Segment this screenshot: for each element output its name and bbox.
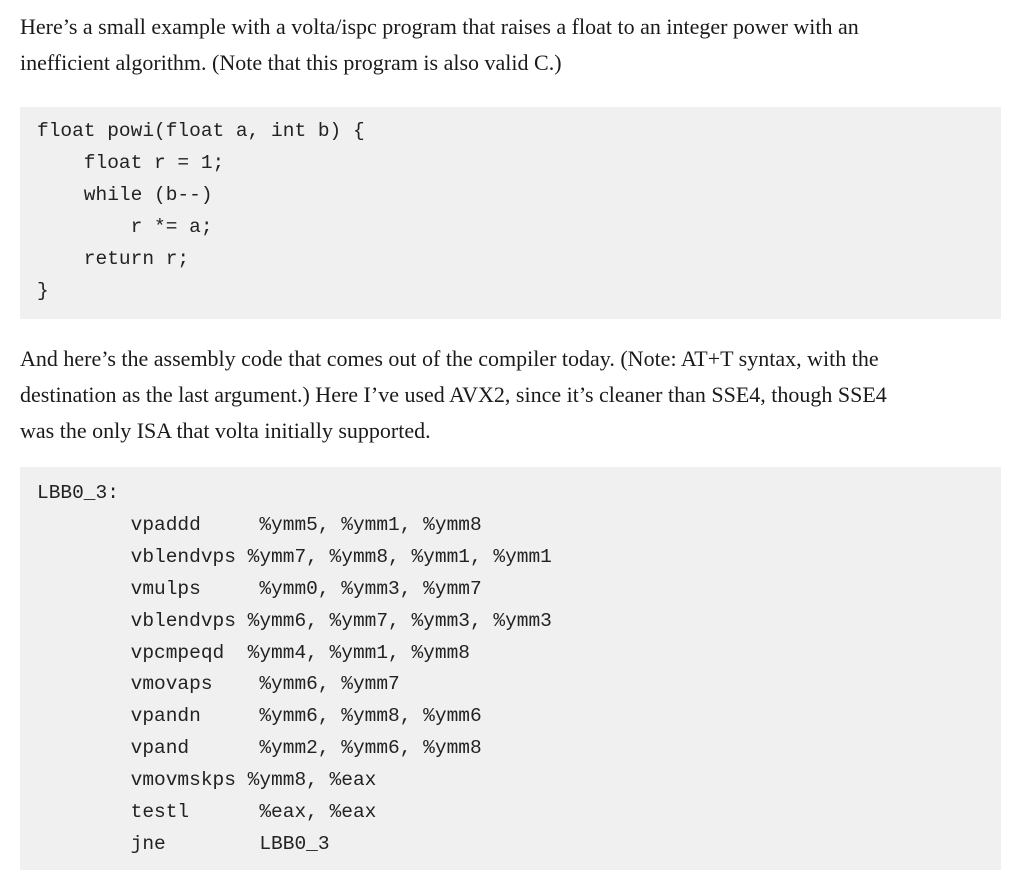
code-line: float powi(float a, int b) { — [37, 120, 365, 142]
asm-line: vpand %ymm2, %ymm6, %ymm8 — [37, 737, 482, 760]
asm-line: vpcmpeqd %ymm4, %ymm1, %ymm8 — [37, 641, 470, 664]
code-line: } — [37, 279, 49, 302]
explanation-line: was the only ISA that volta initially supported. — [20, 418, 431, 443]
source-code-block — [20, 107, 1001, 319]
code-line: while (b--) — [37, 183, 213, 206]
explanation-line: destination as the last argument.) Here I’ve used AVX2, since it’s cleaner than SSE4, though SSE4 — [20, 382, 887, 407]
asm-line: testl %eax, %eax — [37, 801, 377, 824]
asm-line: vblendvps %ymm6, %ymm7, %ymm3, %ymm3 — [37, 609, 552, 632]
article-content — [20, 0, 1001, 870]
asm-line: vpaddd %ymm5, %ymm1, %ymm8 — [37, 513, 482, 536]
intro-line: inefficient algorithm. (Note that this program is also valid C.) — [20, 50, 562, 75]
code-line: r *= a; — [37, 215, 213, 238]
asm-line: vblendvps %ymm7, %ymm8, %ymm1, %ymm1 — [37, 545, 552, 568]
asm-line: vpandn %ymm6, %ymm8, %ymm6 — [37, 705, 482, 728]
intro-line: Here’s a small example with a volta/ispc program that raises a float to an integer power with an — [20, 14, 859, 39]
intro-paragraph — [20, 9, 1001, 81]
assembly-code-block — [20, 467, 1001, 870]
asm-line: vmulps %ymm0, %ymm3, %ymm7 — [37, 577, 482, 600]
explanation-line: And here’s the assembly code that comes out of the compiler today. (Note: AT+T syntax, with the — [20, 346, 879, 371]
asm-line: vmovaps %ymm6, %ymm7 — [37, 673, 400, 696]
explanation-paragraph — [20, 341, 1001, 449]
asm-label-line: LBB0_3: — [37, 482, 119, 504]
code-line: return r; — [37, 247, 190, 270]
code-line: float r = 1; — [37, 151, 225, 174]
asm-line: vmovmskps %ymm8, %eax — [37, 769, 377, 792]
asm-line: jne LBB0_3 — [37, 832, 330, 855]
